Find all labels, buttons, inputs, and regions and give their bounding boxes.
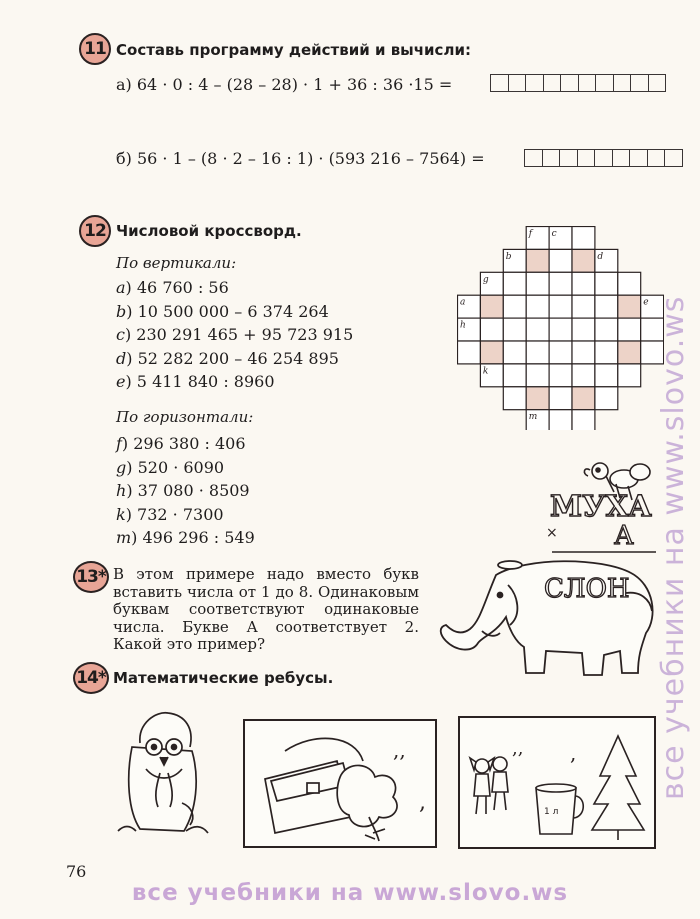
clue-letter: g [116, 457, 127, 477]
clue-item [116, 526, 255, 550]
equation-b: б) 56 · 1 – (8 · 2 – 16 : 1) · (593 216 – 7564) = [116, 149, 485, 168]
answer-cell[interactable] [490, 74, 508, 92]
children-jug-tree-illustration [460, 718, 654, 847]
clue-expression: ) 230 291 465 + 95 723 915 [124, 325, 354, 344]
crossword-cell[interactable] [595, 341, 618, 364]
answer-cell[interactable] [613, 74, 631, 92]
crossword-label: d [597, 251, 604, 262]
clue-letter: e [116, 372, 126, 391]
page-number: 76 [66, 862, 87, 881]
vertical-clues [116, 276, 353, 394]
answer-cell[interactable] [542, 149, 560, 167]
owl-icon [110, 707, 218, 842]
task-number-badge [73, 561, 109, 593]
answer-cell[interactable] [559, 149, 577, 167]
crossword-cell[interactable] [480, 295, 503, 318]
task-number: 14* [76, 668, 106, 688]
crossword-cell[interactable] [458, 341, 481, 364]
answer-cell[interactable] [612, 149, 630, 167]
answer-cell[interactable] [560, 74, 578, 92]
crossword-cell[interactable] [595, 364, 618, 387]
quote-mark: ,, [393, 738, 406, 762]
answer-cell[interactable] [524, 149, 542, 167]
crossword-cell[interactable] [549, 318, 572, 341]
clue-item [116, 347, 353, 371]
rebus-picture-bag [243, 719, 437, 848]
bag-flower-illustration [245, 721, 435, 846]
clue-letter: m [116, 528, 132, 547]
clue-item [116, 323, 353, 347]
clue-expression: ) 10 500 000 – 6 374 264 [126, 301, 329, 321]
clue-expression: ) 296 380 : 406 [121, 434, 246, 453]
crossword-label: m [528, 412, 538, 423]
rebus-picture-jug [458, 716, 656, 849]
crossword-cell[interactable] [549, 387, 572, 410]
clue-expression: ) 496 296 : 549 [131, 528, 255, 547]
crossword-label: c [551, 229, 557, 239]
crossword-cell[interactable] [526, 387, 549, 410]
crossword-cell[interactable] [572, 318, 595, 341]
clue-expression: ) 5 411 840 : 8960 [125, 372, 275, 391]
crossword-cell[interactable] [572, 410, 595, 430]
crossword-cell[interactable] [526, 272, 549, 295]
clue-item [116, 300, 353, 324]
rebus-result: СЛОН [544, 574, 630, 604]
answer-cell[interactable] [648, 74, 667, 92]
flower-icon [337, 765, 397, 841]
task-title: Математические ребусы. [113, 669, 334, 687]
crossword-label: f [528, 229, 533, 239]
quote-mark: ,, [512, 738, 524, 759]
answer-cell[interactable] [630, 74, 648, 92]
crossword-label: e [643, 297, 649, 308]
crossword-cell[interactable] [595, 295, 618, 318]
crossword-cell[interactable] [618, 364, 641, 387]
answer-cell[interactable] [578, 74, 596, 92]
crossword-cell[interactable] [503, 295, 526, 318]
fir-tree-icon [592, 736, 644, 840]
task-number-badge [73, 662, 109, 694]
number-crossword[interactable] [457, 226, 664, 430]
task-number-badge [79, 215, 111, 247]
clue-expression: ) 52 282 200 – 46 254 895 [126, 348, 339, 368]
clue-letter: a [116, 278, 126, 297]
crossword-label: a [460, 297, 466, 308]
clue-letter: h [116, 481, 127, 500]
rebus-operator: × [546, 525, 558, 541]
watermark-bottom: все учебники на www.slovo.ws [131, 880, 569, 906]
crossword-cell[interactable] [549, 410, 572, 430]
crossword-cell[interactable] [595, 387, 618, 410]
crossword-cell[interactable] [618, 295, 641, 318]
clue-expression: ) 732 · 7300 [125, 504, 224, 524]
clue-item [116, 479, 255, 503]
crossword-label: h [460, 320, 466, 331]
answer-cell[interactable] [594, 149, 612, 167]
clue-item [116, 276, 353, 300]
crossword-cell[interactable] [572, 364, 595, 387]
clue-item [116, 503, 255, 527]
fly-rebus-illustration [528, 452, 663, 562]
task-title: Числовой кроссворд. [116, 222, 302, 240]
crossword-cell[interactable] [549, 364, 572, 387]
crossword-cell[interactable] [503, 272, 526, 295]
jug-label: 1 л [544, 807, 559, 817]
crossword-cell[interactable] [549, 272, 572, 295]
crossword-cell[interactable] [480, 341, 503, 364]
task-number: 12 [84, 221, 106, 241]
crossword-cell[interactable] [618, 341, 641, 364]
crossword-cell[interactable] [503, 318, 526, 341]
rebus-word-1: МУХА [550, 489, 652, 523]
crossword-cell[interactable] [572, 249, 595, 272]
clue-letter: f [116, 434, 122, 453]
crossword-cell[interactable] [526, 341, 549, 364]
task-title: Составь программу действий и вычисли: [116, 41, 471, 59]
clue-letter: b [116, 301, 127, 321]
crossword-cell[interactable] [526, 318, 549, 341]
elephant-icon [426, 555, 662, 685]
watermark-vertical: все учебники на www.slovo.ws [656, 295, 691, 800]
crossword-cell[interactable] [503, 387, 526, 410]
crossword-cell[interactable] [526, 249, 549, 272]
clue-item [116, 432, 255, 456]
answer-cell[interactable] [595, 74, 613, 92]
clue-item [116, 456, 255, 480]
answer-cell[interactable] [543, 74, 561, 92]
crossword-label: k [482, 366, 489, 377]
vertical-heading: По вертикали: [116, 254, 237, 272]
crossword-cell[interactable] [572, 227, 595, 250]
horizontal-heading: По горизонтали: [116, 408, 254, 426]
clue-expression: ) 37 080 · 8509 [126, 481, 250, 500]
equation-a: а) 64 · 0 : 4 – (28 – 28) · 1 + 36 : 36 ·15 = [116, 75, 453, 94]
clue-letter: d [116, 348, 127, 368]
task-13-text: В этом примере надо вместо букв вставить числа от 1 до 8. Одинаковым буквам соответствуют одинаковые числа. Букве А соответствует 2. Какой это пример? [113, 565, 419, 654]
crossword-cell[interactable] [572, 295, 595, 318]
task-number: 13* [76, 567, 106, 587]
crossword-cell[interactable] [595, 272, 618, 295]
crossword-label: g [482, 274, 489, 285]
horizontal-clues [116, 432, 255, 550]
task-number: 11 [84, 39, 106, 59]
crossword-cell[interactable] [503, 341, 526, 364]
crossword-cell[interactable] [618, 318, 641, 341]
crossword-cell[interactable] [549, 341, 572, 364]
clue-letter: c [116, 325, 125, 344]
crossword-cell[interactable] [526, 295, 549, 318]
comma-mark: , [419, 790, 426, 815]
crossword-cell[interactable] [618, 272, 641, 295]
comma-mark: , [570, 741, 577, 765]
crossword-cell[interactable] [549, 249, 572, 272]
task-number-badge [79, 33, 111, 65]
answer-cell[interactable] [508, 74, 526, 92]
crossword-cell[interactable] [549, 295, 572, 318]
crossword-cell[interactable] [526, 364, 549, 387]
crossword-cell[interactable] [572, 341, 595, 364]
clue-item [116, 370, 353, 394]
answer-cell[interactable] [577, 149, 595, 167]
answer-cell[interactable] [629, 149, 647, 167]
answer-cell[interactable] [525, 74, 543, 92]
clue-letter: k [116, 504, 126, 524]
clue-expression: ) 46 760 : 56 [125, 278, 229, 297]
clue-expression: ) 520 · 6090 [126, 457, 225, 477]
children-icon [470, 757, 508, 814]
crossword-cell[interactable] [572, 387, 595, 410]
crossword-cell[interactable] [503, 364, 526, 387]
crossword-cell[interactable] [480, 318, 503, 341]
crossword-cell[interactable] [595, 318, 618, 341]
rebus-word-2: А [614, 521, 634, 551]
crossword-grid[interactable] [457, 226, 664, 430]
answer-cells-a[interactable] [490, 74, 666, 92]
crossword-cell[interactable] [572, 272, 595, 295]
crossword-label: b [505, 251, 512, 262]
